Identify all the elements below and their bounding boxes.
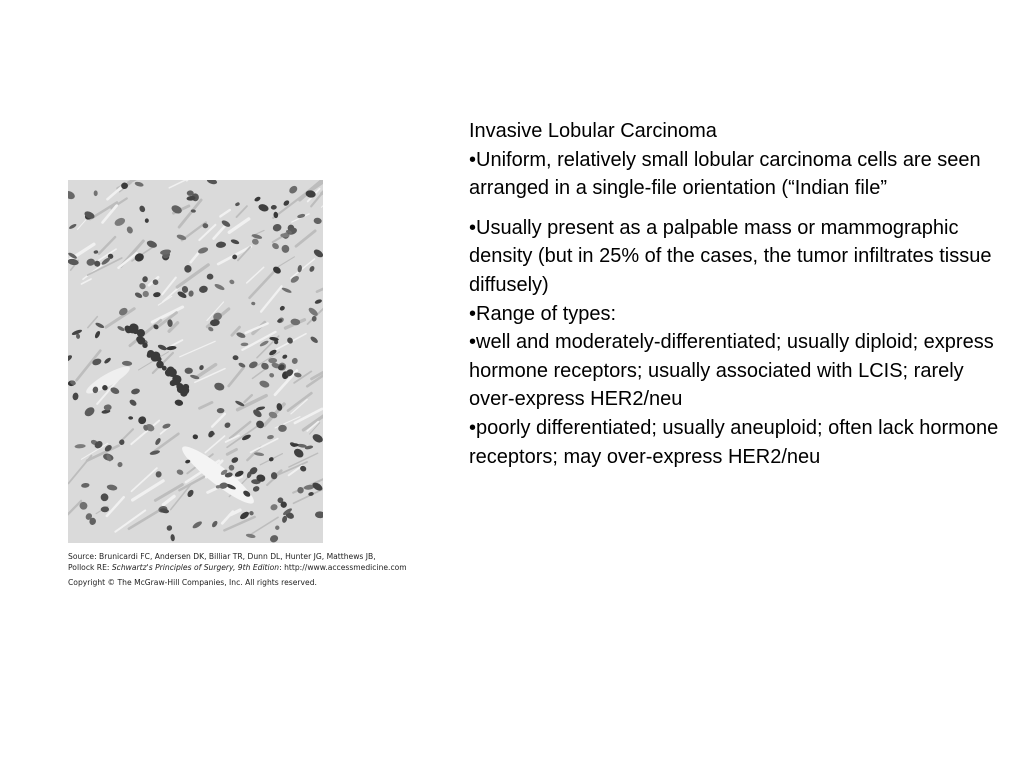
bullet-dot: • [469,302,477,325]
bullet-dot: • [469,416,477,439]
caption-url: : http://www.accessmedicine.com [279,563,407,572]
bullet-text: Range of types: [476,302,617,325]
caption-book-title: Schwartz's Principles of Surgery, 9th Edition [111,563,280,572]
caption-line-2 [68,562,468,573]
figure-caption [68,551,468,588]
bullet-text: Uniform, relatively small lobular carcinoma cells are seen arranged in a single-file orientation (“Indian file” [469,148,981,200]
caption-copyright: Copyright © The McGraw-Hill Companies, Inc. All rights reserved. [68,578,317,587]
slide-title: Invasive Lobular Carcinoma [469,120,717,142]
bullet-item [469,328,1009,414]
bullet-item [469,300,1009,329]
bullet-dot: • [469,148,477,171]
caption-authors-end: Pollock RE: [68,563,112,572]
bullet-item [469,214,1009,300]
bullet-item [469,146,1009,203]
histology-micrograph [68,180,323,543]
bullet-text: poorly differentiated; usually aneuploid; often lack hormone receptors; may over-express HER2/neu [469,416,999,468]
slide-text [469,117,1009,471]
bullet-text: Usually present as a palpable mass or mammographic density (but in 25% of the cases, the tumor infiltrates tissue diffusely) [469,216,992,296]
caption-source: Source: Brunicardi FC, Andersen DK, Billiar TR, Dunn DL, Hunter JG, Matthews JB, [68,552,376,561]
bullet-dot: • [469,216,477,239]
bullet-text: well and moderately-differentiated; usually diploid; express hormone receptors; usually associated with LCIS; rarely over-express HER2/neu [469,331,994,411]
bullet-item [469,414,1009,471]
bullet-dot: • [469,331,477,354]
micrograph-image [68,180,323,543]
